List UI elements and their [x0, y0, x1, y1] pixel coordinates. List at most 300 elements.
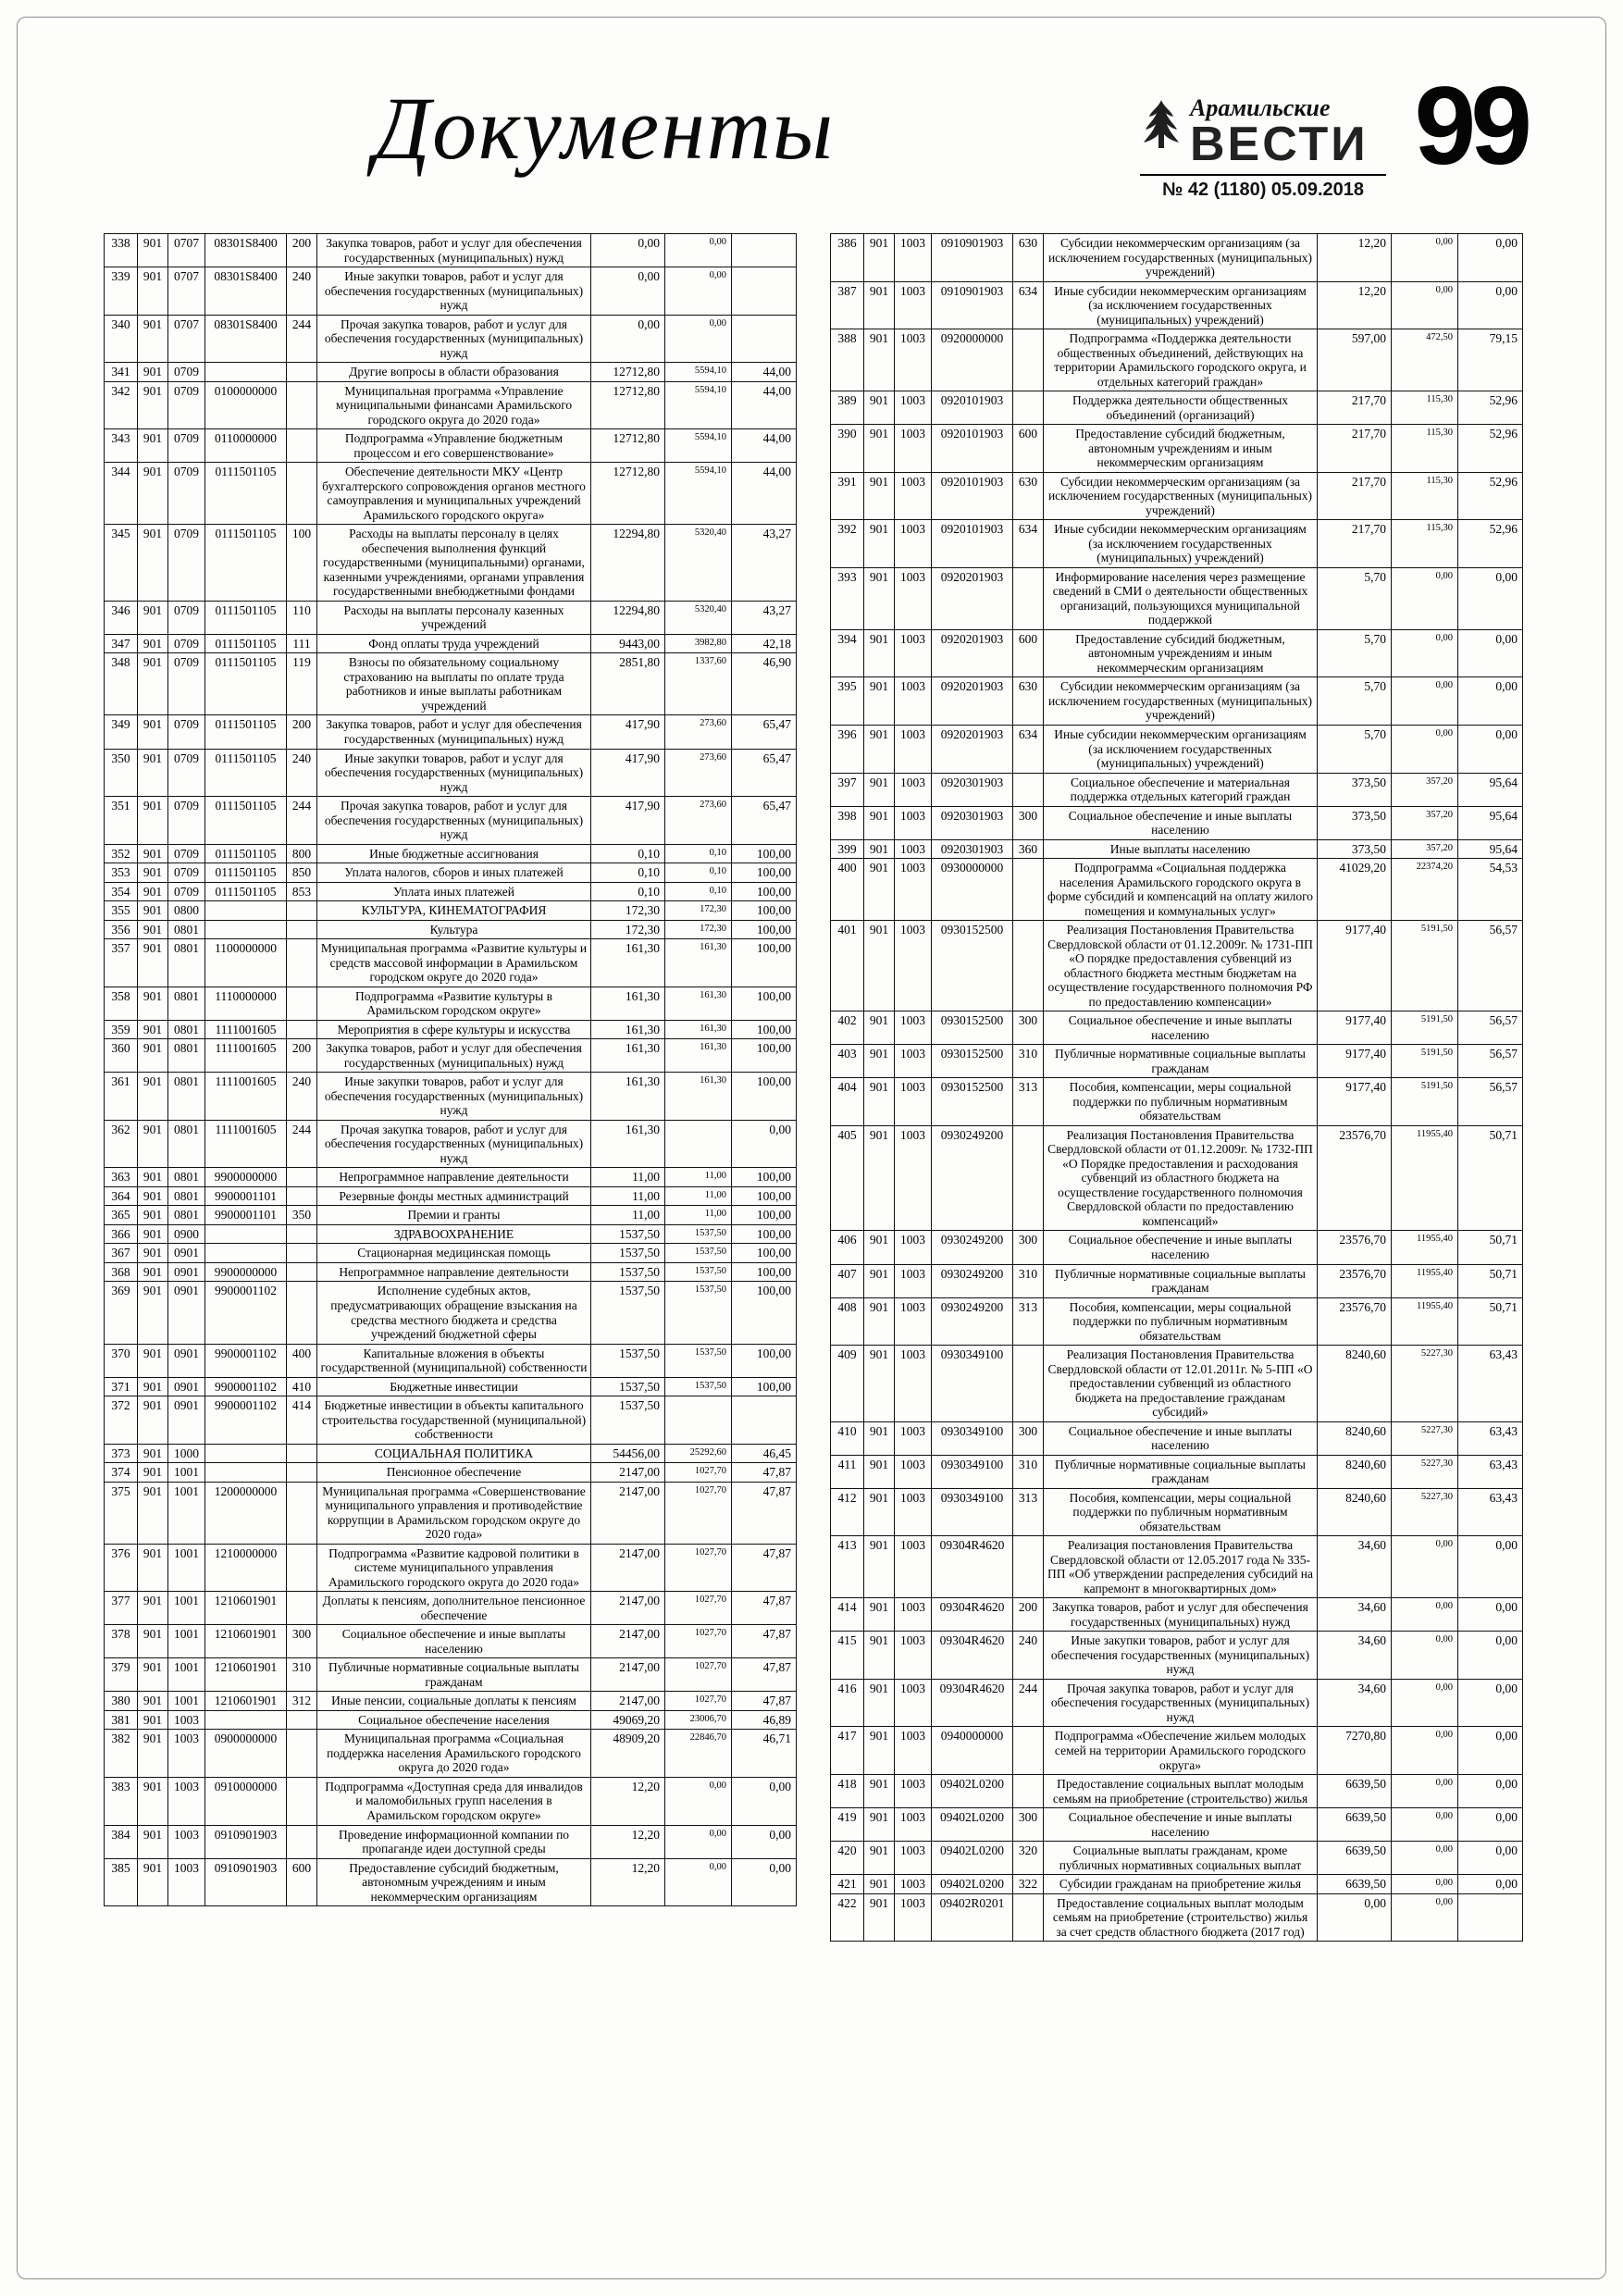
- value-executed: 115,30: [1392, 472, 1458, 520]
- row-number: 421: [831, 1875, 864, 1894]
- row-number: 343: [105, 429, 138, 463]
- value-percent: 65,47: [732, 749, 797, 797]
- budget-table-right: [830, 233, 1523, 1942]
- expense-name: Мероприятия в сфере культуры и искусства: [317, 1020, 591, 1039]
- value-executed: 1027,70: [665, 1658, 732, 1692]
- value-approved: 9177,40: [1318, 1011, 1392, 1045]
- value-percent: 47,87: [732, 1592, 797, 1625]
- budget-row: [831, 1893, 1523, 1942]
- code-target: 1210601901: [205, 1692, 287, 1711]
- row-number: 378: [105, 1625, 138, 1658]
- expense-name: Социальное обеспечение населения: [317, 1710, 591, 1730]
- expense-name: Непрограммное направление деятельности: [317, 1168, 591, 1187]
- code-grbs: 901: [138, 1039, 168, 1073]
- value-percent: 50,71: [1458, 1297, 1523, 1346]
- code-section: 1001: [168, 1692, 205, 1711]
- code-grbs: 901: [138, 1262, 168, 1282]
- code-expense-type: 100: [287, 525, 317, 602]
- code-grbs: 901: [138, 234, 168, 267]
- value-executed: 23006,70: [665, 1710, 732, 1730]
- code-target: 0111501105: [205, 634, 287, 653]
- value-percent: 100,00: [732, 1073, 797, 1121]
- code-grbs: 901: [138, 1120, 168, 1168]
- expense-name: Капитальные вложения в объекты государственной (муниципальной) собственности: [317, 1344, 591, 1377]
- code-section: 1001: [168, 1625, 205, 1658]
- value-executed: 1027,70: [665, 1544, 732, 1592]
- budget-row: [831, 1455, 1523, 1488]
- code-section: 0901: [168, 1262, 205, 1282]
- code-expense-type: 240: [287, 749, 317, 797]
- expense-name: Реализация постановления Правительства Свердловской области от 12.05.2017 года № 335-ПП «Об утверждении распределения субсидий на капремонт в многоквартирных дом»: [1044, 1536, 1318, 1598]
- tree-logo-icon: [1140, 98, 1183, 158]
- code-expense-type: [287, 1592, 317, 1625]
- row-number: 390: [831, 425, 864, 473]
- value-executed: 357,20: [1392, 773, 1458, 806]
- value-executed: 1537,50: [665, 1282, 732, 1344]
- code-grbs: 901: [864, 520, 895, 568]
- expense-name: Предоставление субсидий бюджетным, автономным учреждениям и иным некоммерческим организациям: [1044, 425, 1318, 473]
- value-percent: [732, 234, 797, 267]
- value-percent: 95,64: [1458, 839, 1523, 859]
- code-target: 0930249200: [932, 1231, 1013, 1264]
- code-target: 0920201903: [932, 567, 1013, 629]
- code-grbs: 901: [864, 1264, 895, 1297]
- code-target: 9900000000: [205, 1262, 287, 1282]
- value-executed: 115,30: [1392, 425, 1458, 473]
- value-executed: 11,00: [665, 1168, 732, 1187]
- expense-name: Социальное обеспечение и иные выплаты населению: [1044, 806, 1318, 839]
- expense-name: Закупка товаров, работ и услуг для обеспечения государственных (муниципальных) нужд: [317, 234, 591, 267]
- code-target: 0111501105: [205, 653, 287, 715]
- value-percent: 0,00: [1458, 1875, 1523, 1894]
- row-number: 413: [831, 1536, 864, 1598]
- row-number: 422: [831, 1893, 864, 1942]
- code-grbs: 901: [864, 1679, 895, 1727]
- value-approved: 1537,50: [591, 1262, 665, 1282]
- code-section: 1000: [168, 1444, 205, 1463]
- expense-name: Исполнение судебных актов, предусматривающих обращение взыскания на средства местного бюджета и средства учреждений бюджетной сферы: [317, 1282, 591, 1344]
- code-expense-type: [287, 1544, 317, 1592]
- budget-row: [105, 901, 797, 921]
- value-approved: 49069,20: [591, 1710, 665, 1730]
- value-executed: 1027,70: [665, 1463, 732, 1483]
- value-approved: 2147,00: [591, 1463, 665, 1483]
- value-approved: 12,20: [591, 1858, 665, 1906]
- code-grbs: 901: [138, 601, 168, 634]
- value-percent: 100,00: [732, 1206, 797, 1225]
- code-grbs: 901: [138, 1658, 168, 1692]
- code-grbs: 901: [864, 859, 895, 921]
- value-percent: 100,00: [732, 939, 797, 987]
- code-grbs: 901: [864, 1125, 895, 1231]
- value-approved: 9443,00: [591, 634, 665, 653]
- code-grbs: 901: [138, 1710, 168, 1730]
- code-target: 1210000000: [205, 1544, 287, 1592]
- code-section: 1003: [895, 725, 932, 773]
- value-percent: 100,00: [732, 1244, 797, 1263]
- row-number: 395: [831, 677, 864, 726]
- code-target: [205, 901, 287, 921]
- code-grbs: 901: [138, 1186, 168, 1206]
- value-executed: 0,00: [1392, 677, 1458, 726]
- budget-row: [105, 715, 797, 749]
- code-target: 09402L0200: [932, 1808, 1013, 1842]
- row-number: 349: [105, 715, 138, 749]
- value-percent: 63,43: [1458, 1421, 1523, 1455]
- value-approved: 54456,00: [591, 1444, 665, 1463]
- budget-row: [105, 1396, 797, 1445]
- budget-row: [105, 1482, 797, 1544]
- code-section: 1003: [895, 1045, 932, 1078]
- content-columns: [104, 233, 1523, 1942]
- budget-row: [105, 653, 797, 715]
- code-section: 0901: [168, 1344, 205, 1377]
- value-approved: 172,30: [591, 920, 665, 939]
- code-section: 0801: [168, 939, 205, 987]
- row-number: 385: [105, 1858, 138, 1906]
- code-target: 0111501105: [205, 844, 287, 863]
- code-grbs: 901: [138, 1592, 168, 1625]
- code-section: 1003: [895, 1346, 932, 1422]
- value-percent: 0,00: [1458, 1679, 1523, 1727]
- value-executed: 0,00: [1392, 1875, 1458, 1894]
- value-approved: 1537,50: [591, 1282, 665, 1344]
- expense-name: Уплата иных платежей: [317, 882, 591, 901]
- value-percent: 0,00: [1458, 1727, 1523, 1775]
- code-target: 0920301903: [932, 773, 1013, 806]
- budget-row: [105, 1344, 797, 1377]
- value-executed: 5191,50: [1392, 1011, 1458, 1045]
- code-section: 1003: [895, 1679, 932, 1727]
- code-expense-type: 200: [287, 1039, 317, 1073]
- value-approved: 12712,80: [591, 463, 665, 525]
- code-grbs: 901: [138, 1244, 168, 1263]
- row-number: 392: [831, 520, 864, 568]
- code-expense-type: 240: [287, 1073, 317, 1121]
- code-expense-type: 850: [287, 863, 317, 883]
- code-target: 0930152500: [932, 1078, 1013, 1126]
- code-target: 0930152500: [932, 1011, 1013, 1045]
- row-number: 352: [105, 844, 138, 863]
- code-section: 0707: [168, 315, 205, 363]
- value-executed: 0,00: [665, 1825, 732, 1858]
- value-percent: [732, 267, 797, 316]
- value-approved: 2147,00: [591, 1544, 665, 1592]
- expense-name: Бюджетные инвестиции: [317, 1377, 591, 1396]
- budget-row: [831, 1632, 1523, 1680]
- value-percent: 79,15: [1458, 329, 1523, 391]
- budget-row: [831, 1727, 1523, 1775]
- budget-row: [105, 1858, 797, 1906]
- code-grbs: 901: [138, 901, 168, 921]
- code-section: 0709: [168, 715, 205, 749]
- row-number: 388: [831, 329, 864, 391]
- value-executed: 161,30: [665, 987, 732, 1020]
- code-grbs: 901: [864, 567, 895, 629]
- code-expense-type: [287, 1444, 317, 1463]
- budget-row: [105, 1039, 797, 1073]
- expense-name: Муниципальная программа «Совершенствование муниципального управления и противодействие коррупции в Арамильском городском округе до 2020 года»: [317, 1482, 591, 1544]
- code-target: [205, 1463, 287, 1483]
- code-target: 09402R0201: [932, 1893, 1013, 1942]
- value-executed: 1027,70: [665, 1592, 732, 1625]
- code-section: 1003: [895, 629, 932, 677]
- code-section: 0900: [168, 1224, 205, 1244]
- value-executed: 0,00: [665, 1777, 732, 1825]
- code-expense-type: [287, 1482, 317, 1544]
- code-expense-type: 313: [1013, 1297, 1044, 1346]
- code-target: 0930152500: [932, 1045, 1013, 1078]
- code-expense-type: 244: [287, 315, 317, 363]
- value-executed: 0,00: [1392, 1808, 1458, 1842]
- value-percent: 100,00: [732, 1282, 797, 1344]
- code-grbs: 901: [138, 1482, 168, 1544]
- code-expense-type: 110: [287, 601, 317, 634]
- value-approved: 1537,50: [591, 1377, 665, 1396]
- value-approved: 11,00: [591, 1206, 665, 1225]
- code-grbs: 901: [864, 1632, 895, 1680]
- code-section: 0801: [168, 987, 205, 1020]
- row-number: 376: [105, 1544, 138, 1592]
- code-target: 1210601901: [205, 1625, 287, 1658]
- row-number: 359: [105, 1020, 138, 1039]
- budget-row: [105, 1020, 797, 1039]
- value-percent: 63,43: [1458, 1346, 1523, 1422]
- budget-row: [105, 920, 797, 939]
- row-number: 365: [105, 1206, 138, 1225]
- value-approved: 11,00: [591, 1168, 665, 1187]
- code-grbs: 901: [864, 773, 895, 806]
- value-approved: 417,90: [591, 715, 665, 749]
- code-grbs: 901: [864, 472, 895, 520]
- code-target: 0930249200: [932, 1125, 1013, 1231]
- row-number: 389: [831, 391, 864, 425]
- code-section: 0709: [168, 525, 205, 602]
- code-grbs: 901: [138, 1020, 168, 1039]
- code-expense-type: [287, 381, 317, 429]
- budget-row: [105, 844, 797, 863]
- value-approved: 12712,80: [591, 429, 665, 463]
- value-approved: 6639,50: [1318, 1808, 1392, 1842]
- value-executed: 115,30: [1392, 391, 1458, 425]
- code-target: 08301S8400: [205, 267, 287, 316]
- code-section: 1003: [895, 1775, 932, 1808]
- expense-name: Проведение информационной компании по пропаганде идеи доступной среды: [317, 1825, 591, 1858]
- value-percent: 0,00: [1458, 1632, 1523, 1680]
- row-number: 416: [831, 1679, 864, 1727]
- code-section: 1003: [895, 1297, 932, 1346]
- value-executed: 5320,40: [665, 601, 732, 634]
- code-target: 09304R4620: [932, 1632, 1013, 1680]
- expense-name: Субсидии гражданам на приобретение жилья: [1044, 1875, 1318, 1894]
- budget-row: [831, 725, 1523, 773]
- value-percent: 47,87: [732, 1463, 797, 1483]
- value-executed: 0,10: [665, 844, 732, 863]
- budget-row: [105, 1463, 797, 1483]
- code-section: 1001: [168, 1463, 205, 1483]
- expense-name: Социальное обеспечение и иные выплаты населению: [1044, 1421, 1318, 1455]
- value-percent: 0,00: [1458, 234, 1523, 282]
- code-target: 0940000000: [932, 1727, 1013, 1775]
- budget-row: [831, 677, 1523, 726]
- value-executed: 1537,50: [665, 1224, 732, 1244]
- code-section: 0709: [168, 634, 205, 653]
- code-section: 0801: [168, 1039, 205, 1073]
- code-target: 0930349100: [932, 1346, 1013, 1422]
- row-number: 379: [105, 1658, 138, 1692]
- value-approved: 41029,20: [1318, 859, 1392, 921]
- row-number: 412: [831, 1488, 864, 1536]
- code-expense-type: 300: [1013, 1011, 1044, 1045]
- row-number: 372: [105, 1396, 138, 1445]
- value-percent: 0,00: [1458, 1536, 1523, 1598]
- code-expense-type: [287, 1730, 317, 1778]
- code-expense-type: 310: [1013, 1264, 1044, 1297]
- value-executed: 1027,70: [665, 1625, 732, 1658]
- value-executed: 0,00: [1392, 1536, 1458, 1598]
- value-approved: 48909,20: [591, 1730, 665, 1778]
- code-expense-type: [1013, 567, 1044, 629]
- code-expense-type: 111: [287, 634, 317, 653]
- value-approved: 373,50: [1318, 839, 1392, 859]
- code-section: 1003: [168, 1858, 205, 1906]
- expense-name: Взносы по обязательному социальному страхованию на выплаты по оплате труда работников и иные выплаты работникам учреждений: [317, 653, 591, 715]
- value-percent: 0,00: [732, 1825, 797, 1858]
- value-approved: 7270,80: [1318, 1727, 1392, 1775]
- code-section: 0801: [168, 1020, 205, 1039]
- budget-row: [831, 1488, 1523, 1536]
- code-target: 0111501105: [205, 715, 287, 749]
- code-target: 08301S8400: [205, 315, 287, 363]
- code-expense-type: 310: [1013, 1045, 1044, 1078]
- code-target: 0910901903: [205, 1858, 287, 1906]
- value-executed: 1537,50: [665, 1244, 732, 1263]
- code-expense-type: 630: [1013, 472, 1044, 520]
- code-expense-type: [287, 1777, 317, 1825]
- code-grbs: 901: [138, 463, 168, 525]
- code-section: 1003: [895, 806, 932, 839]
- value-percent: 52,96: [1458, 472, 1523, 520]
- value-percent: 100,00: [732, 1344, 797, 1377]
- budget-row: [831, 1045, 1523, 1078]
- code-grbs: 901: [138, 429, 168, 463]
- code-grbs: 901: [864, 1231, 895, 1264]
- budget-row: [831, 1297, 1523, 1346]
- row-number: 398: [831, 806, 864, 839]
- code-expense-type: 244: [287, 1120, 317, 1168]
- value-approved: 1537,50: [591, 1244, 665, 1263]
- budget-row: [831, 1346, 1523, 1422]
- value-executed: 0,00: [1392, 1679, 1458, 1727]
- code-expense-type: 634: [1013, 281, 1044, 329]
- value-percent: 42,18: [732, 634, 797, 653]
- expense-name: Подпрограмма «Поддержка деятельности общественных объединений, действующих на территории Арамильского городского округа, и отдельных категорий граждан»: [1044, 329, 1318, 391]
- code-grbs: 901: [138, 1692, 168, 1711]
- row-number: 348: [105, 653, 138, 715]
- row-number: 407: [831, 1264, 864, 1297]
- expense-name: Пособия, компенсации, меры социальной поддержки по публичным нормативным обязательствам: [1044, 1078, 1318, 1126]
- code-grbs: 901: [138, 1168, 168, 1187]
- expense-name: Подпрограмма «Социальная поддержка населения Арамильского городского округа в форме субсидий и компенсаций на оплату жилого помещения и коммунальных услуг»: [1044, 859, 1318, 921]
- budget-row: [831, 329, 1523, 391]
- value-percent: [732, 315, 797, 363]
- code-section: 1003: [168, 1730, 205, 1778]
- value-approved: 2147,00: [591, 1482, 665, 1544]
- value-approved: 597,00: [1318, 329, 1392, 391]
- row-number: 411: [831, 1455, 864, 1488]
- value-approved: 0,00: [591, 315, 665, 363]
- budget-row: [831, 1125, 1523, 1231]
- code-target: 0920101903: [932, 391, 1013, 425]
- value-percent: 54,53: [1458, 859, 1523, 921]
- budget-row: [105, 267, 797, 316]
- expense-name: Иные закупки товаров, работ и услуг для обеспечения государственных (муниципальных) нужд: [1044, 1632, 1318, 1680]
- budget-row: [831, 629, 1523, 677]
- value-approved: 5,70: [1318, 629, 1392, 677]
- code-grbs: 901: [864, 1346, 895, 1422]
- expense-name: Закупка товаров, работ и услуг для обеспечения государственных (муниципальных) нужд: [317, 1039, 591, 1073]
- value-approved: 6639,50: [1318, 1842, 1392, 1875]
- code-grbs: 901: [864, 1875, 895, 1894]
- value-approved: 172,30: [591, 901, 665, 921]
- value-percent: 0,00: [1458, 281, 1523, 329]
- code-expense-type: [287, 1020, 317, 1039]
- value-executed: 0,00: [665, 234, 732, 267]
- expense-name: Социальные выплаты гражданам, кроме публичных нормативных социальных выплат: [1044, 1842, 1318, 1875]
- expense-name: Закупка товаров, работ и услуг для обеспечения государственных (муниципальных) нужд: [1044, 1598, 1318, 1632]
- budget-row: [831, 1536, 1523, 1598]
- value-executed: 5227,30: [1392, 1421, 1458, 1455]
- code-expense-type: [287, 987, 317, 1020]
- value-percent: 65,47: [732, 715, 797, 749]
- code-section: 0801: [168, 1186, 205, 1206]
- code-expense-type: 600: [1013, 629, 1044, 677]
- value-percent: 0,00: [1458, 677, 1523, 726]
- row-number: 415: [831, 1632, 864, 1680]
- code-expense-type: 414: [287, 1396, 317, 1445]
- expense-name: Иные выплаты населению: [1044, 839, 1318, 859]
- row-number: 381: [105, 1710, 138, 1730]
- code-target: 09402L0200: [932, 1842, 1013, 1875]
- code-target: 9900001102: [205, 1377, 287, 1396]
- code-expense-type: [287, 1282, 317, 1344]
- budget-row: [105, 1262, 797, 1282]
- value-executed: 357,20: [1392, 839, 1458, 859]
- expense-name: Подпрограмма «Доступная среда для инвалидов и маломобильных групп населения в Арамильском городском округе»: [317, 1777, 591, 1825]
- code-target: 1210601901: [205, 1592, 287, 1625]
- code-target: 9900001102: [205, 1344, 287, 1377]
- code-section: 1001: [168, 1482, 205, 1544]
- code-section: 1003: [895, 1488, 932, 1536]
- value-executed: 161,30: [665, 939, 732, 987]
- budget-row: [831, 839, 1523, 859]
- row-number: 382: [105, 1730, 138, 1778]
- code-expense-type: [1013, 1125, 1044, 1231]
- code-section: 1003: [895, 859, 932, 921]
- code-section: 1003: [895, 281, 932, 329]
- expense-name: Другие вопросы в области образования: [317, 363, 591, 382]
- expense-name: Пенсионное обеспечение: [317, 1463, 591, 1483]
- budget-row: [105, 234, 797, 267]
- expense-name: Предоставление социальных выплат молодым семьям на приобретение (строительство) жилья за счет средств областного бюджета (2017 год): [1044, 1893, 1318, 1942]
- code-expense-type: [287, 429, 317, 463]
- code-target: 0900000000: [205, 1730, 287, 1778]
- budget-row: [105, 1444, 797, 1463]
- budget-row: [831, 1231, 1523, 1264]
- row-number: 354: [105, 882, 138, 901]
- expense-name: Информирование населения через размещение сведений в СМИ о деятельности общественных организаций, пользующихся муниципальной поддержкой: [1044, 567, 1318, 629]
- code-section: 1003: [895, 1727, 932, 1775]
